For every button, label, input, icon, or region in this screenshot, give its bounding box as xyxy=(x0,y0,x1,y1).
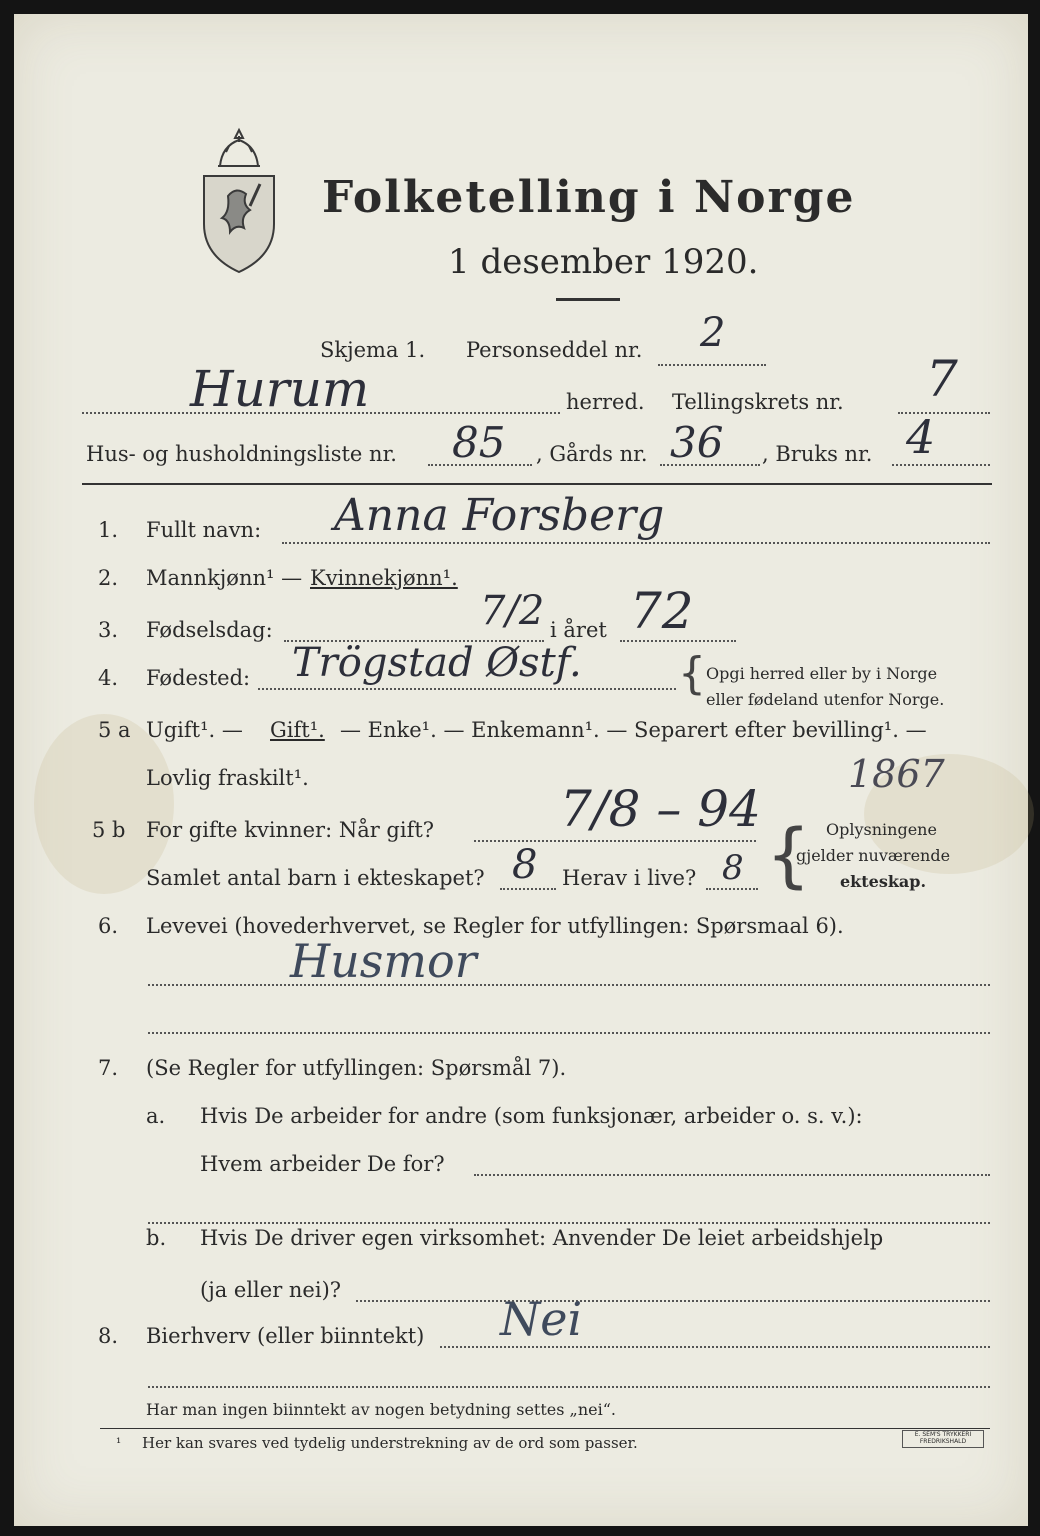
q7a-label: Hvis De arbeider for andre (som funksjonær, arbeider o. s. v.): xyxy=(200,1104,863,1128)
personseddel-label: Personseddel nr. xyxy=(466,338,643,362)
marital-married-option[interactable]: Gift¹. xyxy=(270,718,325,742)
printer-stamp: E. SEM'S TRYKKERI FREDRIKSHALD xyxy=(902,1430,984,1448)
husliste-value[interactable]: 85 xyxy=(452,418,506,467)
q6-number: 6. xyxy=(98,914,119,938)
q1-label: Fullt navn: xyxy=(146,518,262,542)
footnote-rule xyxy=(100,1428,990,1429)
q3-year-line xyxy=(620,640,736,642)
header-divider xyxy=(82,483,992,485)
herred-label: herred. xyxy=(566,390,645,414)
bruks-label: , Bruks nr. xyxy=(762,442,873,466)
q7b-label: Hvis De driver egen virksomhet: Anvender De leiet arbeidshjelp xyxy=(200,1226,884,1250)
q4-line xyxy=(258,688,676,690)
marriage-date-value[interactable]: 7/8 – 94 xyxy=(560,780,761,838)
q7b-line[interactable] xyxy=(356,1300,990,1302)
q5b-brace: { xyxy=(766,814,811,896)
form-date: 1 desember 1920. xyxy=(448,242,759,282)
gards-value[interactable]: 36 xyxy=(670,418,724,467)
q4-note-1: Opgi herred eller by i Norge xyxy=(706,664,938,683)
coat-of-arms-icon xyxy=(198,126,280,274)
q7b-label-2: (ja eller nei)? xyxy=(200,1278,342,1302)
q7a-letter: a. xyxy=(146,1104,166,1128)
q7-number: 7. xyxy=(98,1056,119,1080)
q7-label: (Se Regler for utfyllingen: Spørsmål 7). xyxy=(146,1056,567,1080)
q8-number: 8. xyxy=(98,1324,119,1348)
occupation-value[interactable]: Husmor xyxy=(290,934,477,988)
children-line xyxy=(500,888,556,890)
q8-line xyxy=(440,1346,990,1348)
q6-line-2 xyxy=(148,1032,990,1034)
q1-number: 1. xyxy=(98,518,119,542)
sex-female-option[interactable]: Kvinnekjønn¹. xyxy=(310,566,458,590)
marital-unmarried-option[interactable]: Ugift¹. — xyxy=(146,718,243,742)
bruks-value[interactable]: 4 xyxy=(906,410,936,464)
alive-label: Herav i live? xyxy=(562,866,697,890)
birthplace-value[interactable]: Trögstad Østf. xyxy=(292,640,582,686)
bruks-line xyxy=(892,464,990,466)
gards-label: , Gårds nr. xyxy=(536,442,648,466)
q6-line-1 xyxy=(148,984,990,986)
q7a-line[interactable] xyxy=(474,1174,990,1176)
q5a-number: 5 a xyxy=(98,718,131,742)
q7b-letter: b. xyxy=(146,1226,167,1250)
q3-year-label: i året xyxy=(550,618,607,642)
q6-label: Levevei (hovederhvervet, se Regler for utfyllingen: Spørsmaal 6). xyxy=(146,914,844,938)
q5b-number: 5 b xyxy=(92,818,126,842)
q4-label: Fødested: xyxy=(146,666,251,690)
side-income-value[interactable]: Nei xyxy=(500,1292,583,1346)
q3-label: Fødselsdag: xyxy=(146,618,273,642)
q8-label: Bierhverv (eller biinntekt) xyxy=(146,1324,425,1348)
form-title: Folketelling i Norge xyxy=(322,172,856,223)
q8-line-2 xyxy=(148,1386,990,1388)
herred-value[interactable]: Hurum xyxy=(190,360,370,418)
q4-number: 4. xyxy=(98,666,119,690)
q4-brace: { xyxy=(678,648,706,699)
children-label: Samlet antal barn i ekteskapet? xyxy=(146,866,485,890)
birth-date-value[interactable]: 7/2 xyxy=(480,588,545,634)
husliste-label: Hus- og husholdningsliste nr. xyxy=(86,442,397,466)
skjema-label: Skjema 1. xyxy=(320,338,426,362)
q4-note-2: eller fødeland utenfor Norge. xyxy=(706,690,945,709)
footnote-text: Her kan svares ved tydelig understrekning av de ord som passer. xyxy=(142,1434,638,1452)
personseddel-line xyxy=(658,364,766,366)
alive-value[interactable]: 8 xyxy=(722,848,744,888)
q5b-note-3: ekteskap. xyxy=(840,872,927,891)
q5b-label: For gifte kvinner: Når gift? xyxy=(146,818,435,842)
alive-line xyxy=(706,888,758,890)
marital-other-options[interactable]: — Enke¹. — Enkemann¹. — Separert efter bevilling¹. — xyxy=(340,718,927,742)
q3-number: 3. xyxy=(98,618,119,642)
personseddel-value[interactable]: 2 xyxy=(700,310,726,356)
marital-divorced-option[interactable]: Lovlig fraskilt¹. xyxy=(146,766,309,790)
q5b-note-2: gjelder nuværende xyxy=(796,846,951,865)
q7a-line-2[interactable] xyxy=(148,1222,990,1224)
sex-male-option[interactable]: Mannkjønn¹ — xyxy=(146,566,303,590)
birth-year-value[interactable]: 72 xyxy=(630,582,694,640)
nei-note: Har man ingen biinntekt av nogen betydning settes „nei“. xyxy=(146,1400,616,1419)
margin-note: 1867 xyxy=(848,752,945,796)
children-value[interactable]: 8 xyxy=(512,842,538,888)
full-name-value[interactable]: Anna Forsberg xyxy=(334,490,665,541)
footnote-mark: ¹ xyxy=(116,1436,122,1451)
title-rule xyxy=(556,298,620,301)
q5b-note-1: Oplysningene xyxy=(826,820,937,839)
tellingskrets-value[interactable]: 7 xyxy=(926,350,958,408)
tellingskrets-label: Tellingskrets nr. xyxy=(672,390,844,414)
q2-number: 2. xyxy=(98,566,119,590)
q7a-label-2: Hvem arbeider De for? xyxy=(200,1152,445,1176)
q1-line xyxy=(282,542,990,544)
